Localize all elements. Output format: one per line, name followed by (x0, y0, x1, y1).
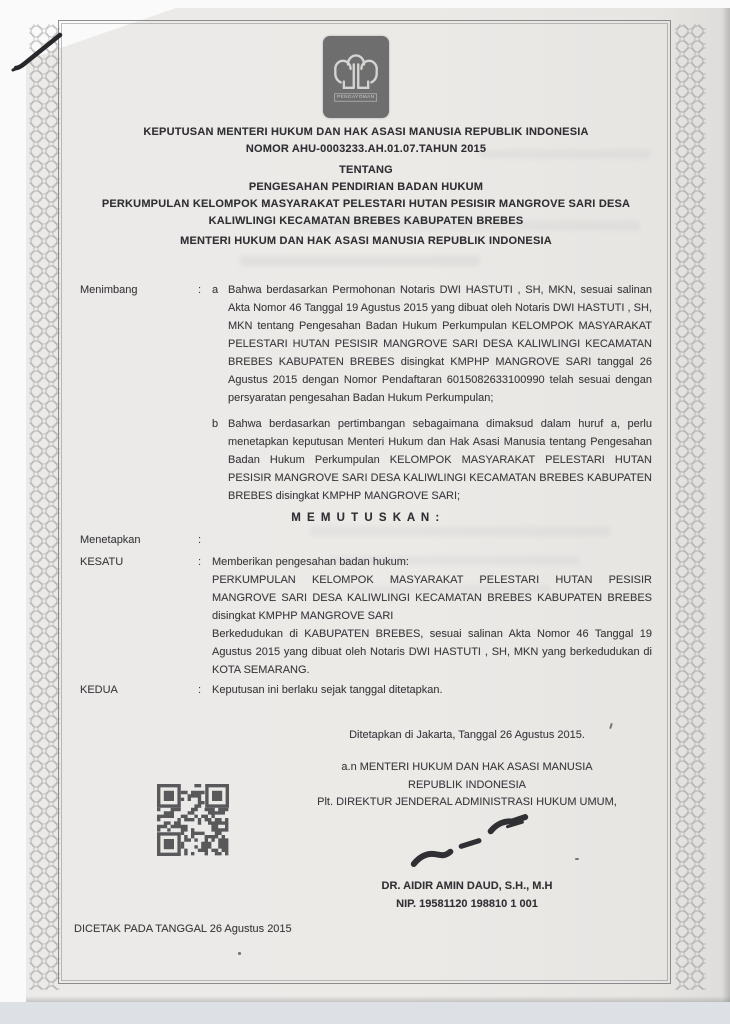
kedua-text: Keputusan ini berlaku sejak tanggal ditetapkan. (212, 684, 443, 696)
decorative-lace-band-left (29, 24, 60, 990)
item-marker: a (212, 284, 219, 296)
kesatu-colon: : (198, 556, 202, 568)
place-date-line: Ditetapkan di Jakarta, Tanggal 26 Agustus 2015. (349, 729, 585, 741)
kesatu-row (80, 553, 652, 679)
logo-caption: PENGAYOMAN (334, 93, 377, 102)
memutuskan-heading: M E M U T U S K A N : (291, 512, 441, 524)
kesatu-label: KESATU (80, 556, 124, 568)
menetapkan-label: Menetapkan (80, 534, 141, 546)
on-behalf-line-3: Plt. DIREKTUR JENDERAL ADMINISTRASI HUKUM UMUM, (317, 796, 617, 808)
kedua-label: KEDUA (80, 684, 118, 696)
menimbang-colon: : (198, 284, 202, 296)
scan-speck (238, 952, 241, 955)
printed-note: DICETAK PADA TANGGAL 26 Agustus 2015 (74, 923, 292, 935)
scanner-background-strip (0, 1002, 730, 1024)
title-block (80, 124, 652, 250)
decorative-lace-band-right (675, 24, 706, 990)
menimbang-item-a (212, 281, 652, 407)
qr-code (154, 781, 232, 859)
item-text: Bahwa berdasarkan pertimbangan sebagaimana dimaksud dalam huruf a, perlu menetapkan keputusan Menteri Hukum dan Hak Asasi Manusia tentang Pengesahan Badan Hukum Perkumpulan KELOMPOK MASYARAKAT PELESTARI HUTAN PESISIR MANGROVE SARI DESA KALIWLINGI KECAMATAN BREBES KABUPATEN BREBES disingkat KMPHP MANGROVE SARI; (228, 418, 652, 502)
kesatu-intro: Memberikan pengesahan badan hukum: (212, 556, 409, 568)
item-marker: b (212, 418, 219, 430)
tentang-heading: TENTANG (339, 164, 393, 176)
menetapkan-row (80, 531, 652, 549)
issuer-heading: MENTERI HUKUM DAN HAK ASASI MANUSIA REPUBLIK INDONESIA (180, 235, 552, 247)
item-text: Bahwa berdasarkan Permohonan Notaris DWI HASTUTI , SH, MKN, sesuai salinan Akta Nomor 46 Tanggal 19 Agustus 2015 yang dibuat oleh Notaris DWI HASTUTI , SH, MKN tentang Pengesahan Badan Hukum Perkumpulan KELOMPOK MASYARAKAT PELESTARI HUTAN PESISIR MANGROVE SARI DESA KALIWLINGI KECAMATAN BREBES KABUPATEN BREBES disingkat KMPHP MANGROVE SARI tanggal 26 Agustus 2015 dengan Nomor Pendaftaran 6015082633100990 telah sesuai dengan persyaratan pengesahan Badan Hukum Perkumpulan; (228, 284, 652, 404)
kesatu-domicile: Berkedudukan di KABUPATEN BREBES, sesuai salinan Akta Nomor 46 Tanggal 19 Agustus 2015 yang dibuat oleh Notaris DWI HASTUTI , SH, MKN yang berkedudukan di KOTA SEMARANG. (212, 628, 652, 676)
menimbang-label: Menimbang (80, 284, 138, 296)
ministry-logo-icon (323, 36, 389, 118)
subject-heading-line-2: PERKUMPULAN KELOMPOK MASYARAKAT PELESTARI HUTAN PESISIR MANGROVE SARI DESA (101, 198, 631, 210)
subject-heading-line-3: KALIWLINGI KECAMATAN BREBES KABUPATEN BREBES (208, 215, 524, 227)
on-behalf-line-1: a.n MENTERI HUKUM DAN HAK ASASI MANUSIA (341, 761, 593, 773)
subject-heading-line-1: PENGESAHAN PENDIRIAN BADAN HUKUM (248, 181, 484, 193)
menimbang-item-b (212, 415, 652, 505)
scan-edge-shadow (722, 8, 730, 1002)
signer-nip: NIP. 19581120 198810 1 001 (396, 898, 538, 910)
on-behalf-block (302, 759, 632, 812)
menimbang-section (80, 281, 652, 505)
bleed-through-ghost (240, 256, 480, 266)
kesatu-body: PERKUMPULAN KELOMPOK MASYARAKAT PELESTARI HUTAN PESISIR MANGROVE SARI DESA KALIWLINGI KECAMATAN BREBES KABUPATEN BREBES disingkat KMPHP MANGROVE SARI (212, 574, 652, 622)
decree-number: NOMOR AHU-0003233.AH.01.07.TAHUN 2015 (245, 143, 487, 155)
pen-checkmark-icon (6, 20, 70, 72)
menetapkan-colon: : (198, 534, 202, 546)
on-behalf-line-2: REPUBLIK INDONESIA (408, 778, 526, 791)
menimbang-items (212, 281, 652, 505)
kesatu-content (212, 553, 652, 679)
scan-speck (575, 858, 579, 860)
kedua-colon: : (198, 684, 202, 696)
signer-name: DR. AIDIR AMIN DAUD, S.H., M.H (381, 880, 553, 892)
kedua-row (80, 681, 652, 699)
signature-icon (404, 808, 536, 874)
pengayoman-tree-glyph (329, 40, 383, 96)
decree-title: KEPUTUSAN MENTERI HUKUM DAN HAK ASASI MANUSIA REPUBLIK INDONESIA (143, 126, 589, 138)
signer-block (302, 877, 632, 913)
